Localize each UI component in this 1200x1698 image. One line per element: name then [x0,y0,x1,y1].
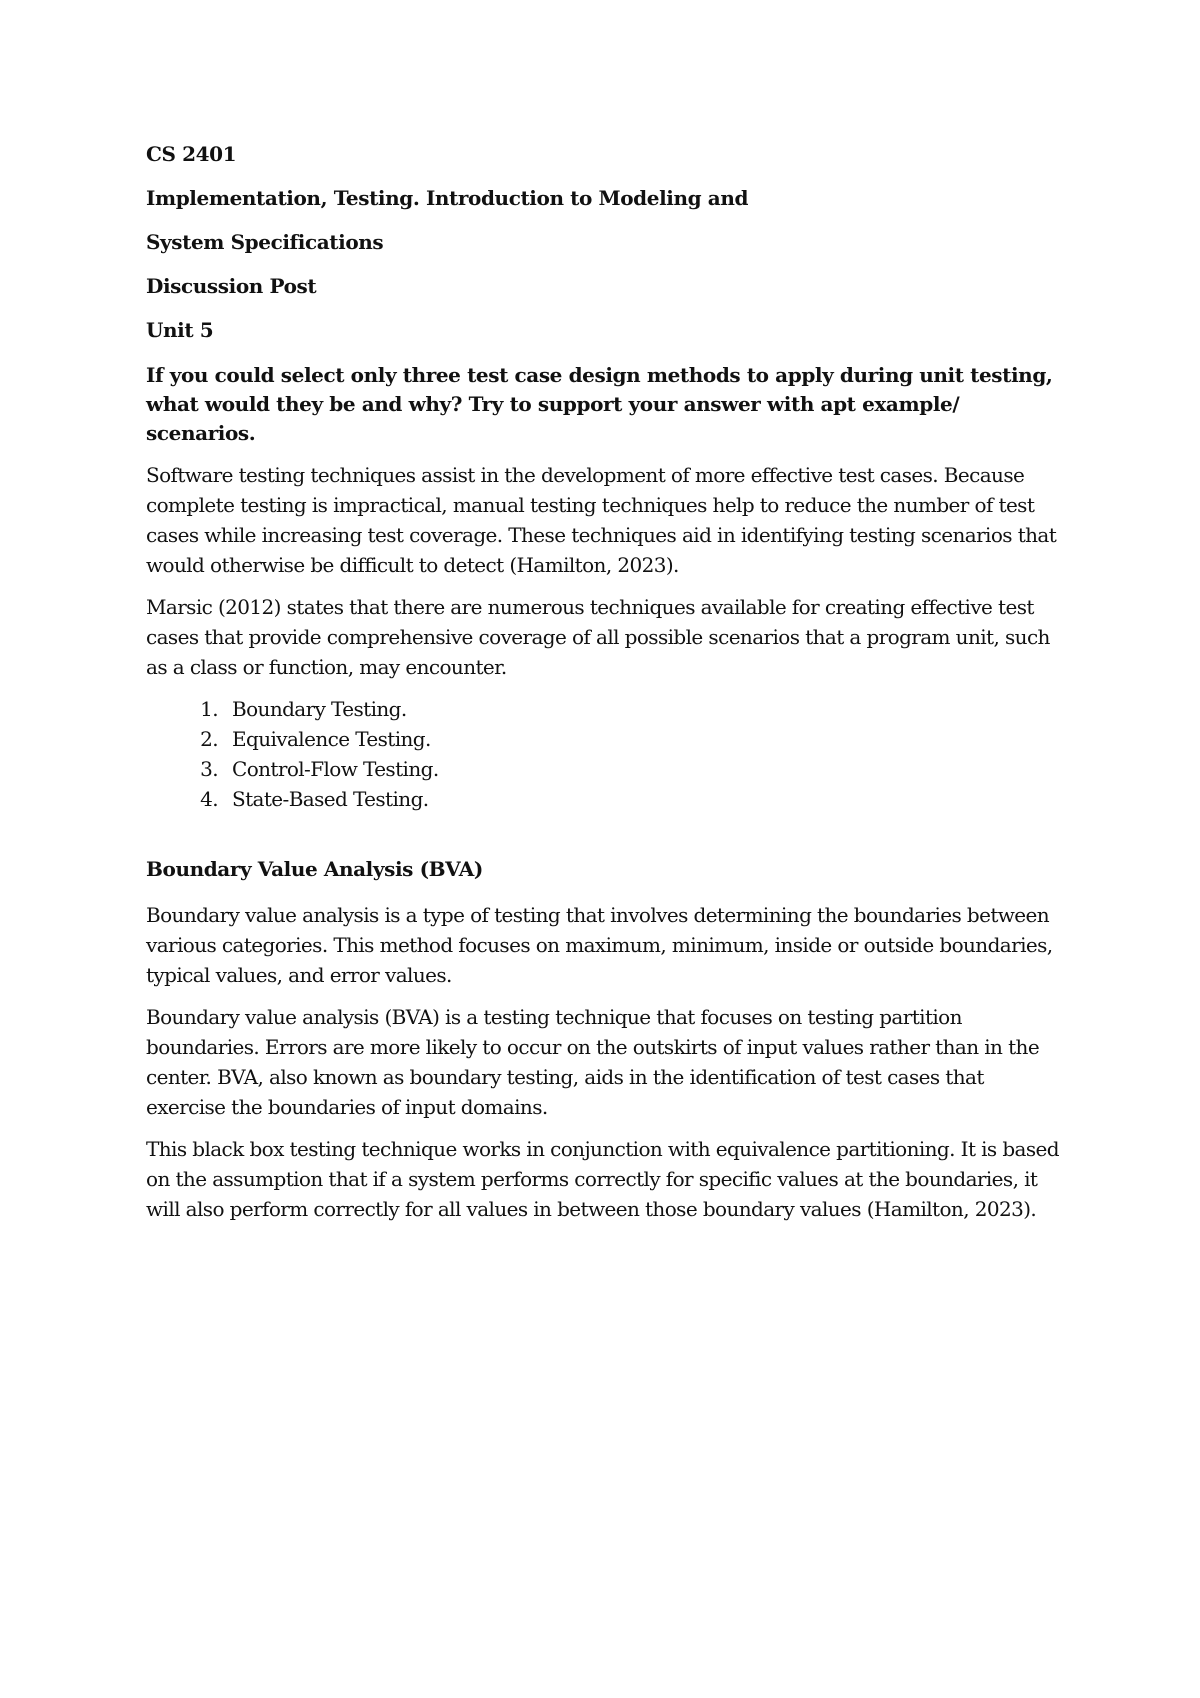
list-item [146,724,1066,754]
discussion-question: If you could select only three test case design methods to apply during unit testing, what would they be and why? Try to support your answer with apt example/ scenarios. [146,363,1053,445]
list-item-text: Equivalence Testing. [232,727,431,751]
list-item-number: 4. [200,787,218,811]
title-line-2: System Specifications [146,230,384,254]
intro-paragraph: Marsic (2012) states that there are numerous techniques available for creating effective test cases that provide comprehensive coverage of all possible scenarios that a program unit, such as a class or function, may encounter. [146,595,1050,679]
list-item-text: State-Based Testing. [232,787,429,811]
bva-paragraph: This black box testing technique works in conjunction with equivalence partitioning. It is based on the assumption that if a system performs correctly for specific values at the boundaries, it will also perform correctly for all values in between those boundary values (Hamilton, 2023). [146,1137,1059,1221]
document-page [146,141,1066,1236]
intro-paragraph: Software testing techniques assist in the development of more effective test cases. Because complete testing is impractical, manual testing techniques help to reduce the number of test cases while increasing test coverage. These techniques aid in identifying testing scenarios that would otherwise be difficult to detect (Hamilton, 2023). [146,463,1057,577]
title-line-1: Implementation, Testing. Introduction to Modeling and [146,186,749,210]
list-item-number: 3. [200,757,218,781]
bva-paragraph: Boundary value analysis (BVA) is a testing technique that focuses on testing partition boundaries. Errors are more likely to occur on the outskirts of input values rather than in the center. BVA, also known as boundary testing, aids in the identification of test cases that exercise the boundaries of input domains. [146,1005,1040,1119]
list-item [146,784,1066,814]
list-item-text: Boundary Testing. [232,697,407,721]
course-code: CS 2401 [146,142,237,166]
unit-label: Unit 5 [146,318,214,342]
list-item [146,754,1066,784]
section-heading: Boundary Value Analysis (BVA) [146,857,483,881]
list-item-text: Control-Flow Testing. [232,757,439,781]
methods-list [146,694,1066,814]
list-item [146,694,1066,724]
bva-paragraph: Boundary value analysis is a type of testing that involves determining the boundaries between various categories. This method focuses on maximum, minimum, inside or outside boundaries, typical values, and error values. [146,903,1053,987]
list-item-number: 2. [200,727,218,751]
post-type: Discussion Post [146,274,317,298]
list-item-number: 1. [200,697,218,721]
